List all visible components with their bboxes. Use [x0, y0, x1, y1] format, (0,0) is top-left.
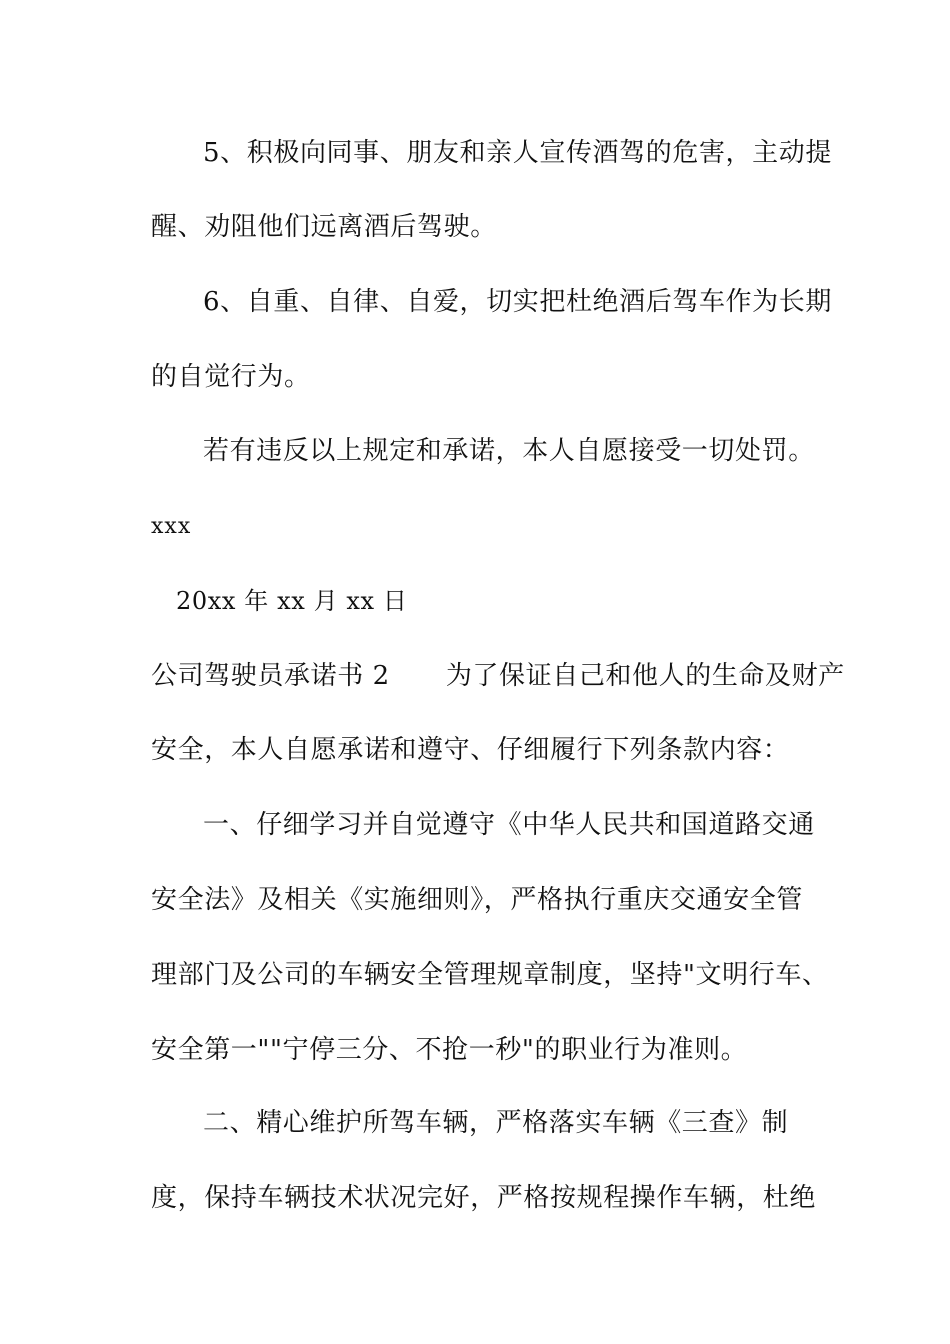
section-title: 公司驾驶员承诺书 2: [151, 661, 390, 691]
section-heading-line: [151, 659, 845, 693]
signature-name: xxx: [151, 514, 192, 539]
text-line: 的自觉行为。: [151, 362, 311, 392]
text-line: 理部门及公司的车辆安全管理规章制度，坚持"文明行车、: [151, 960, 829, 990]
text-line: 一、仔细学习并自觉遵守《中华人民共和国道路交通: [203, 810, 815, 840]
text-line: 安全，本人自愿承诺和遵守、仔细履行下列条款内容：: [151, 735, 790, 765]
text-line: 5、积极向同事、朋友和亲人宣传酒驾的危害，主动提: [203, 138, 832, 168]
text-line: 二、精心维护所驾车辆，严格落实车辆《三查》制: [203, 1108, 789, 1138]
text-line: 度，保持车辆技术状况完好，严格按规程操作车辆，杜绝: [151, 1183, 817, 1213]
text-line: 为了保证自己和他人的生命及财产: [445, 661, 845, 691]
text-line: 6、自重、自律、自爱，切实把杜绝酒后驾车作为长期: [203, 287, 832, 317]
text-line: 安全法》及相关《实施细则》，严格执行重庆交通安全管: [151, 885, 804, 915]
text-line: 醒、劝阻他们远离酒后驾驶。: [151, 212, 497, 242]
signature-date: 20xx 年 xx 月 xx 日: [176, 587, 408, 615]
text-line: 若有违反以上规定和承诺，本人自愿接受一切处罚。: [203, 436, 815, 466]
text-line: 安全第一""宁停三分、不抢一秒"的职业行为准则。: [151, 1035, 748, 1065]
